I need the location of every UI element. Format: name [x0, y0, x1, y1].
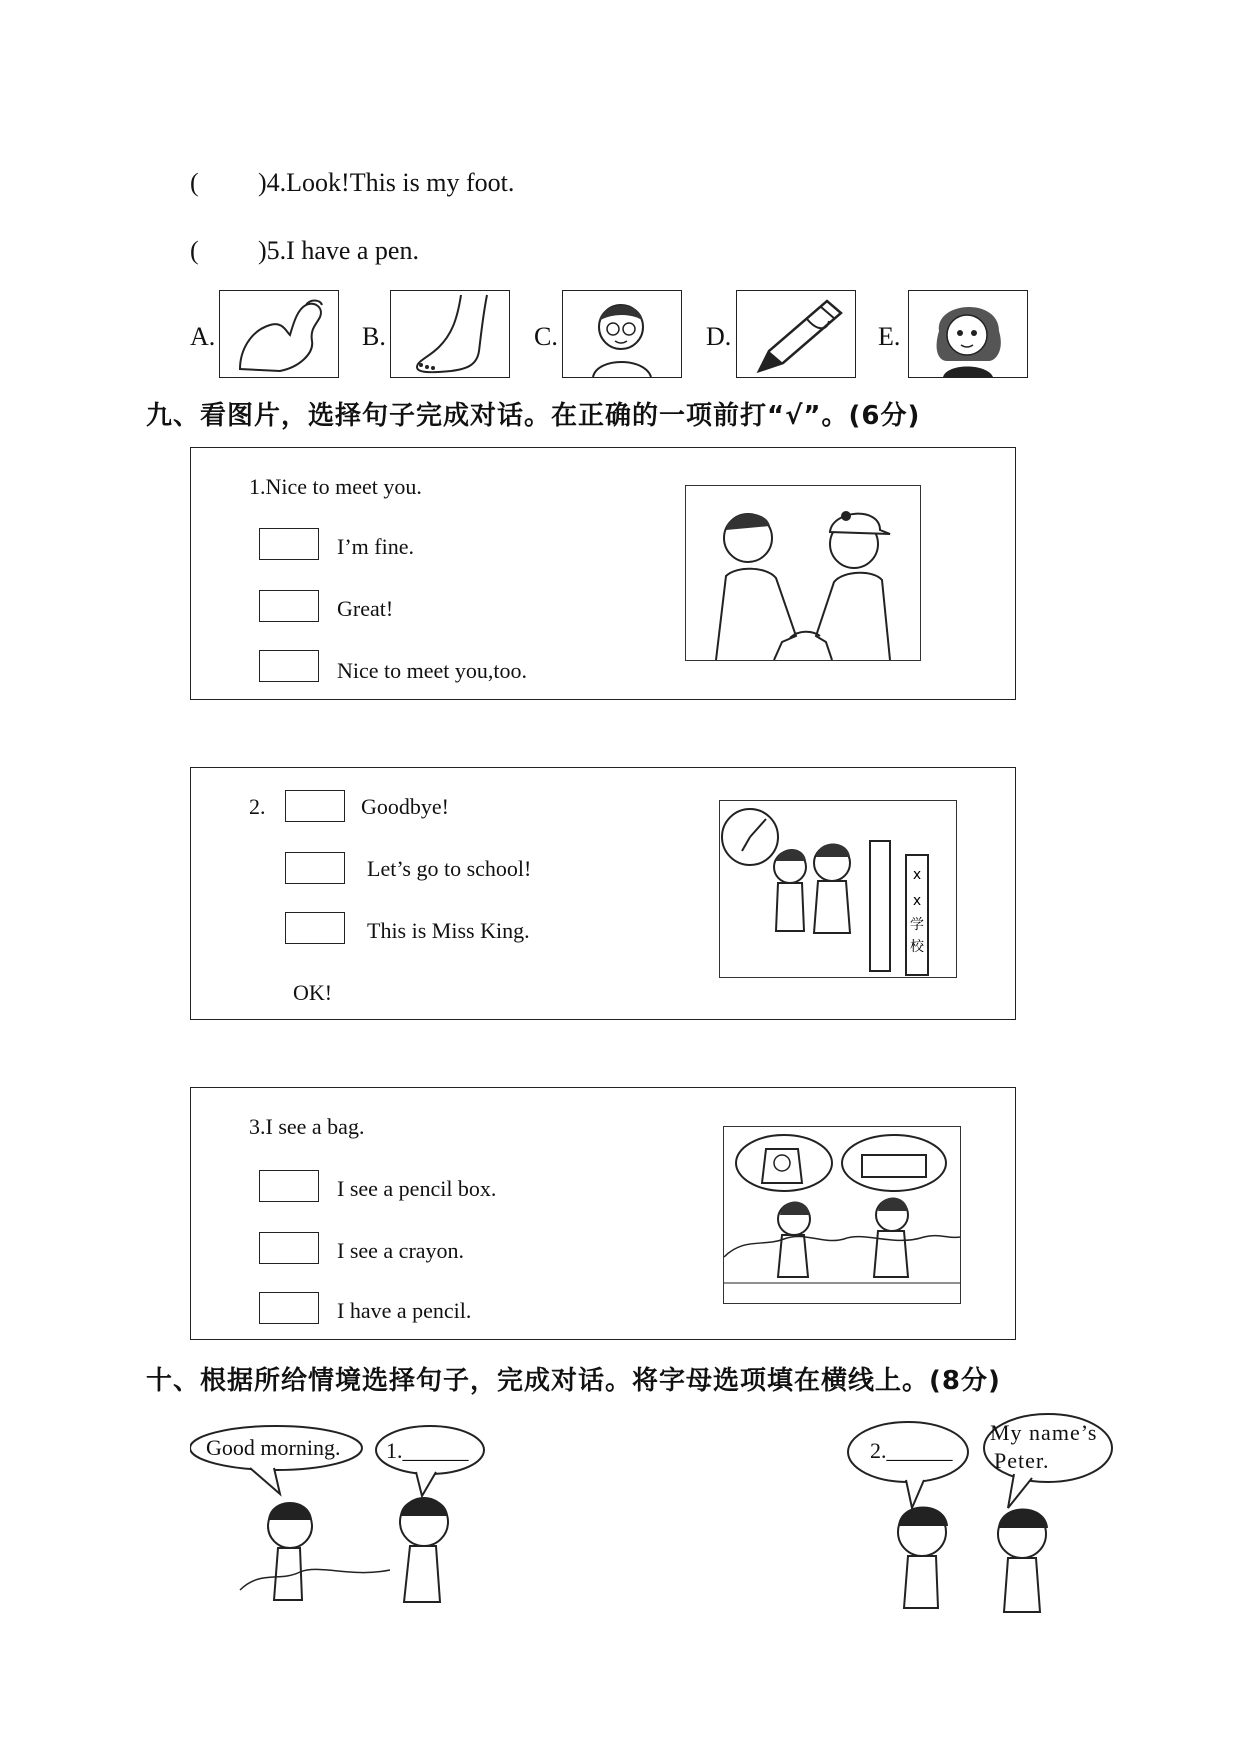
answer-paren-4[interactable]: ( [190, 168, 199, 197]
q2-option-2: Let’s go to school! [367, 856, 532, 881]
q2-checkbox-1[interactable] [285, 790, 345, 822]
q1-option-2: Great! [337, 596, 394, 621]
q2-checkbox-2[interactable] [285, 852, 345, 884]
question-1-prompt: 1.Nice to meet you. [249, 474, 422, 499]
school-sign-3: 学 [910, 917, 924, 933]
question-1-box [190, 447, 1016, 700]
bag-pencilbox-picture [723, 1126, 961, 1304]
question-5-text: )5.I have a pen. [258, 236, 419, 265]
question-3-box [190, 1087, 1016, 1340]
q3-checkbox-3[interactable] [259, 1292, 319, 1324]
option-c-label: C. [534, 322, 558, 351]
q3-option-3: I have a pencil. [337, 1298, 472, 1323]
pen-picture [736, 290, 856, 378]
dialog-2-bubble-line-1: My name’s [990, 1420, 1098, 1445]
school-picture [719, 800, 957, 978]
q3-checkbox-2[interactable] [259, 1232, 319, 1264]
dialog-2-bubble-line-2: Peter. [994, 1448, 1050, 1473]
q1-checkbox-3[interactable] [259, 650, 319, 682]
handshake-picture [685, 485, 921, 661]
foot-picture [390, 290, 510, 378]
school-sign-1: x [912, 867, 922, 883]
q1-checkbox-1[interactable] [259, 528, 319, 560]
option-b-label: B. [362, 322, 386, 351]
q1-checkbox-2[interactable] [259, 590, 319, 622]
section-9-heading: 九、看图片，选择句子完成对话。在正确的一项前打“√”。(6分) [146, 401, 921, 431]
q2-option-3: This is Miss King. [367, 918, 530, 943]
q3-option-2: I see a crayon. [337, 1238, 465, 1263]
q2-reply: OK! [293, 980, 333, 1005]
q3-option-1: I see a pencil box. [337, 1176, 497, 1201]
question-2-box [190, 767, 1016, 1020]
section-10-heading: 十、根据所给情境选择句子，完成对话。将字母选项填在横线上。(8分) [146, 1366, 1001, 1396]
option-e-label: E. [878, 322, 901, 351]
question-2-number: 2. [249, 794, 266, 819]
boy-picture [562, 290, 682, 378]
q1-option-1: I’m fine. [337, 534, 414, 559]
option-a-label: A. [190, 322, 216, 351]
dialog-1-blank[interactable]: 1.______ [386, 1438, 469, 1463]
dialog-2-blank[interactable]: 2.______ [870, 1438, 953, 1463]
question-4-text: )4.Look!This is my foot. [258, 168, 515, 197]
school-sign-2: x [912, 893, 922, 909]
girl-picture [908, 290, 1028, 378]
dialog-1-left-bubble: Good morning. [206, 1435, 341, 1460]
option-d-label: D. [706, 322, 732, 351]
answer-paren-5[interactable]: ( [190, 236, 199, 265]
question-3-prompt: 3.I see a bag. [249, 1114, 365, 1139]
arm-picture [219, 290, 339, 378]
q2-option-1: Goodbye! [361, 794, 449, 819]
q1-option-3: Nice to meet you,too. [337, 658, 528, 683]
q3-checkbox-1[interactable] [259, 1170, 319, 1202]
q2-checkbox-3[interactable] [285, 912, 345, 944]
school-sign-4: 校 [910, 939, 924, 955]
